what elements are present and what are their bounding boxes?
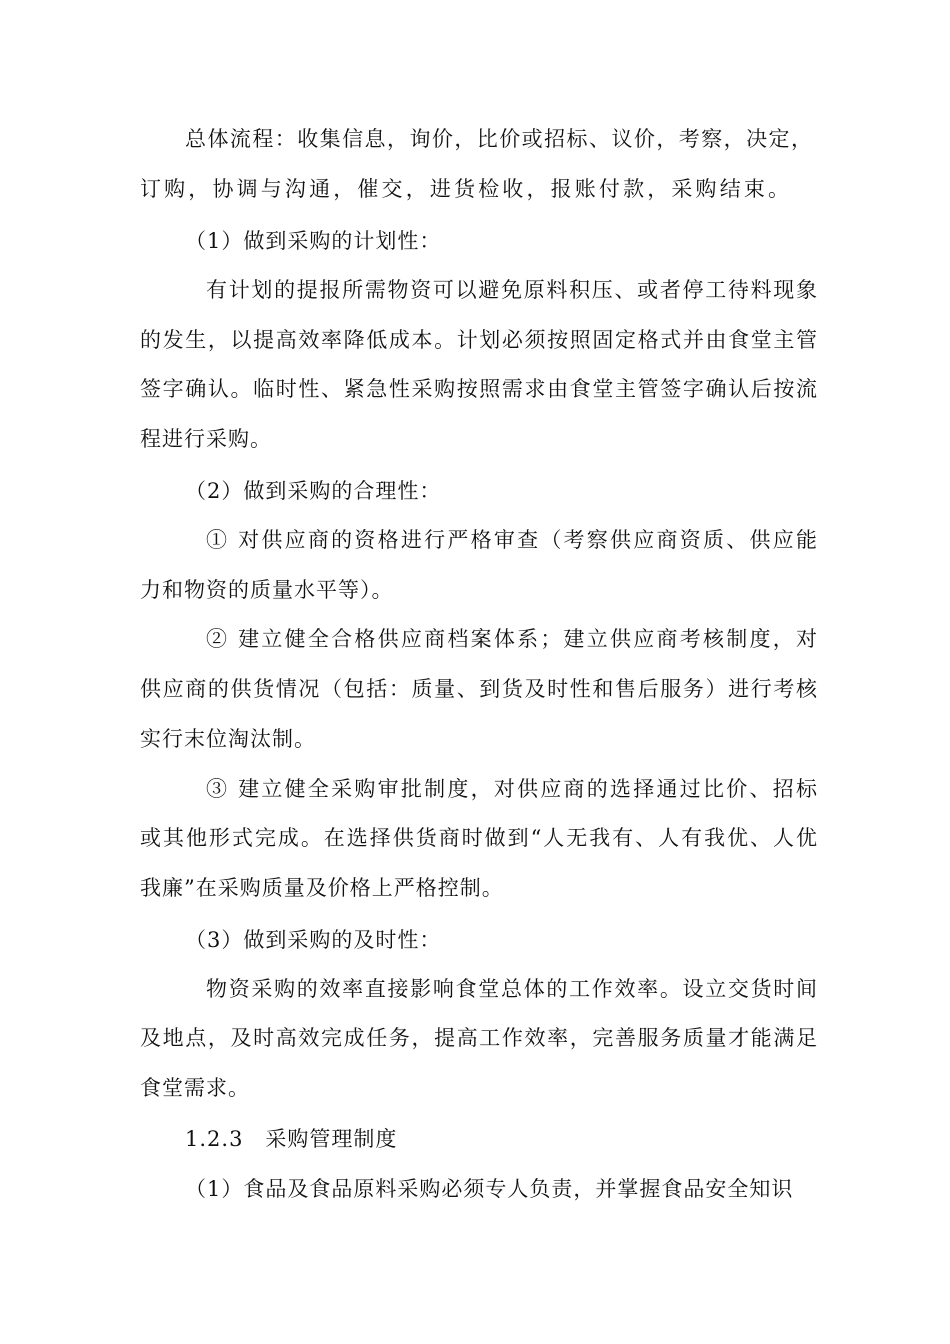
flow-line-1: 总体流程：收集信息，询价，比价或招标、议价，考察，决定，: [185, 127, 813, 151]
section-heading-rationality: （2）做到采购的合理性：: [185, 479, 442, 503]
rationality-item-2-line-1: ② 建立健全合格供应商档案体系；建立供应商考核制度，对: [206, 627, 818, 651]
rationality-item-3-line-3: 我廉”在采购质量及价格上严格控制。: [140, 876, 504, 900]
subsection-heading: 1.2.3 采购管理制度: [185, 1127, 398, 1151]
planning-line-3: 签字确认。临时性、紧急性采购按照需求由食堂主管签字确认后按流: [140, 377, 818, 401]
rationality-item-1-line-1: ① 对供应商的资格进行严格审查（考察供应商资质、供应能: [206, 528, 818, 552]
rationality-item-2-line-3: 实行末位淘汰制。: [140, 727, 316, 751]
planning-line-2: 的发生，以提高效率降低成本。计划必须按照固定格式并由食堂主管: [140, 328, 818, 352]
planning-line-1: 有计划的提报所需物资可以避免原料积压、或者停工待料现象: [206, 278, 818, 302]
section-heading-planning: （1）做到采购的计划性：: [185, 229, 442, 253]
rationality-item-2-line-2: 供应商的供货情况（包括：质量、到货及时性和售后服务）进行考核: [140, 677, 818, 701]
timeliness-line-1: 物资采购的效率直接影响食堂总体的工作效率。设立交货时间: [206, 977, 818, 1001]
rationality-item-3-line-2: 或其他形式完成。在选择供货商时做到“人无我有、人有我优、人优: [140, 826, 818, 850]
rule-1-line-1: （1）食品及食品原料采购必须专人负责，并掌握食品安全知识: [185, 1177, 794, 1201]
timeliness-line-3: 食堂需求。: [140, 1076, 250, 1100]
timeliness-line-2: 及地点，及时高效完成任务，提高工作效率，完善服务质量才能满足: [140, 1026, 818, 1050]
rationality-item-1-line-2: 力和物资的质量水平等）。: [140, 578, 394, 602]
planning-line-4: 程进行采购。: [140, 427, 272, 451]
rationality-item-3-line-1: ③ 建立健全采购审批制度，对供应商的选择通过比价、招标: [206, 777, 818, 801]
flow-line-2: 订购，协调与沟通，催交，进货检收，报账付款，采购结束。: [140, 177, 790, 201]
section-heading-timeliness: （3）做到采购的及时性：: [185, 928, 442, 952]
